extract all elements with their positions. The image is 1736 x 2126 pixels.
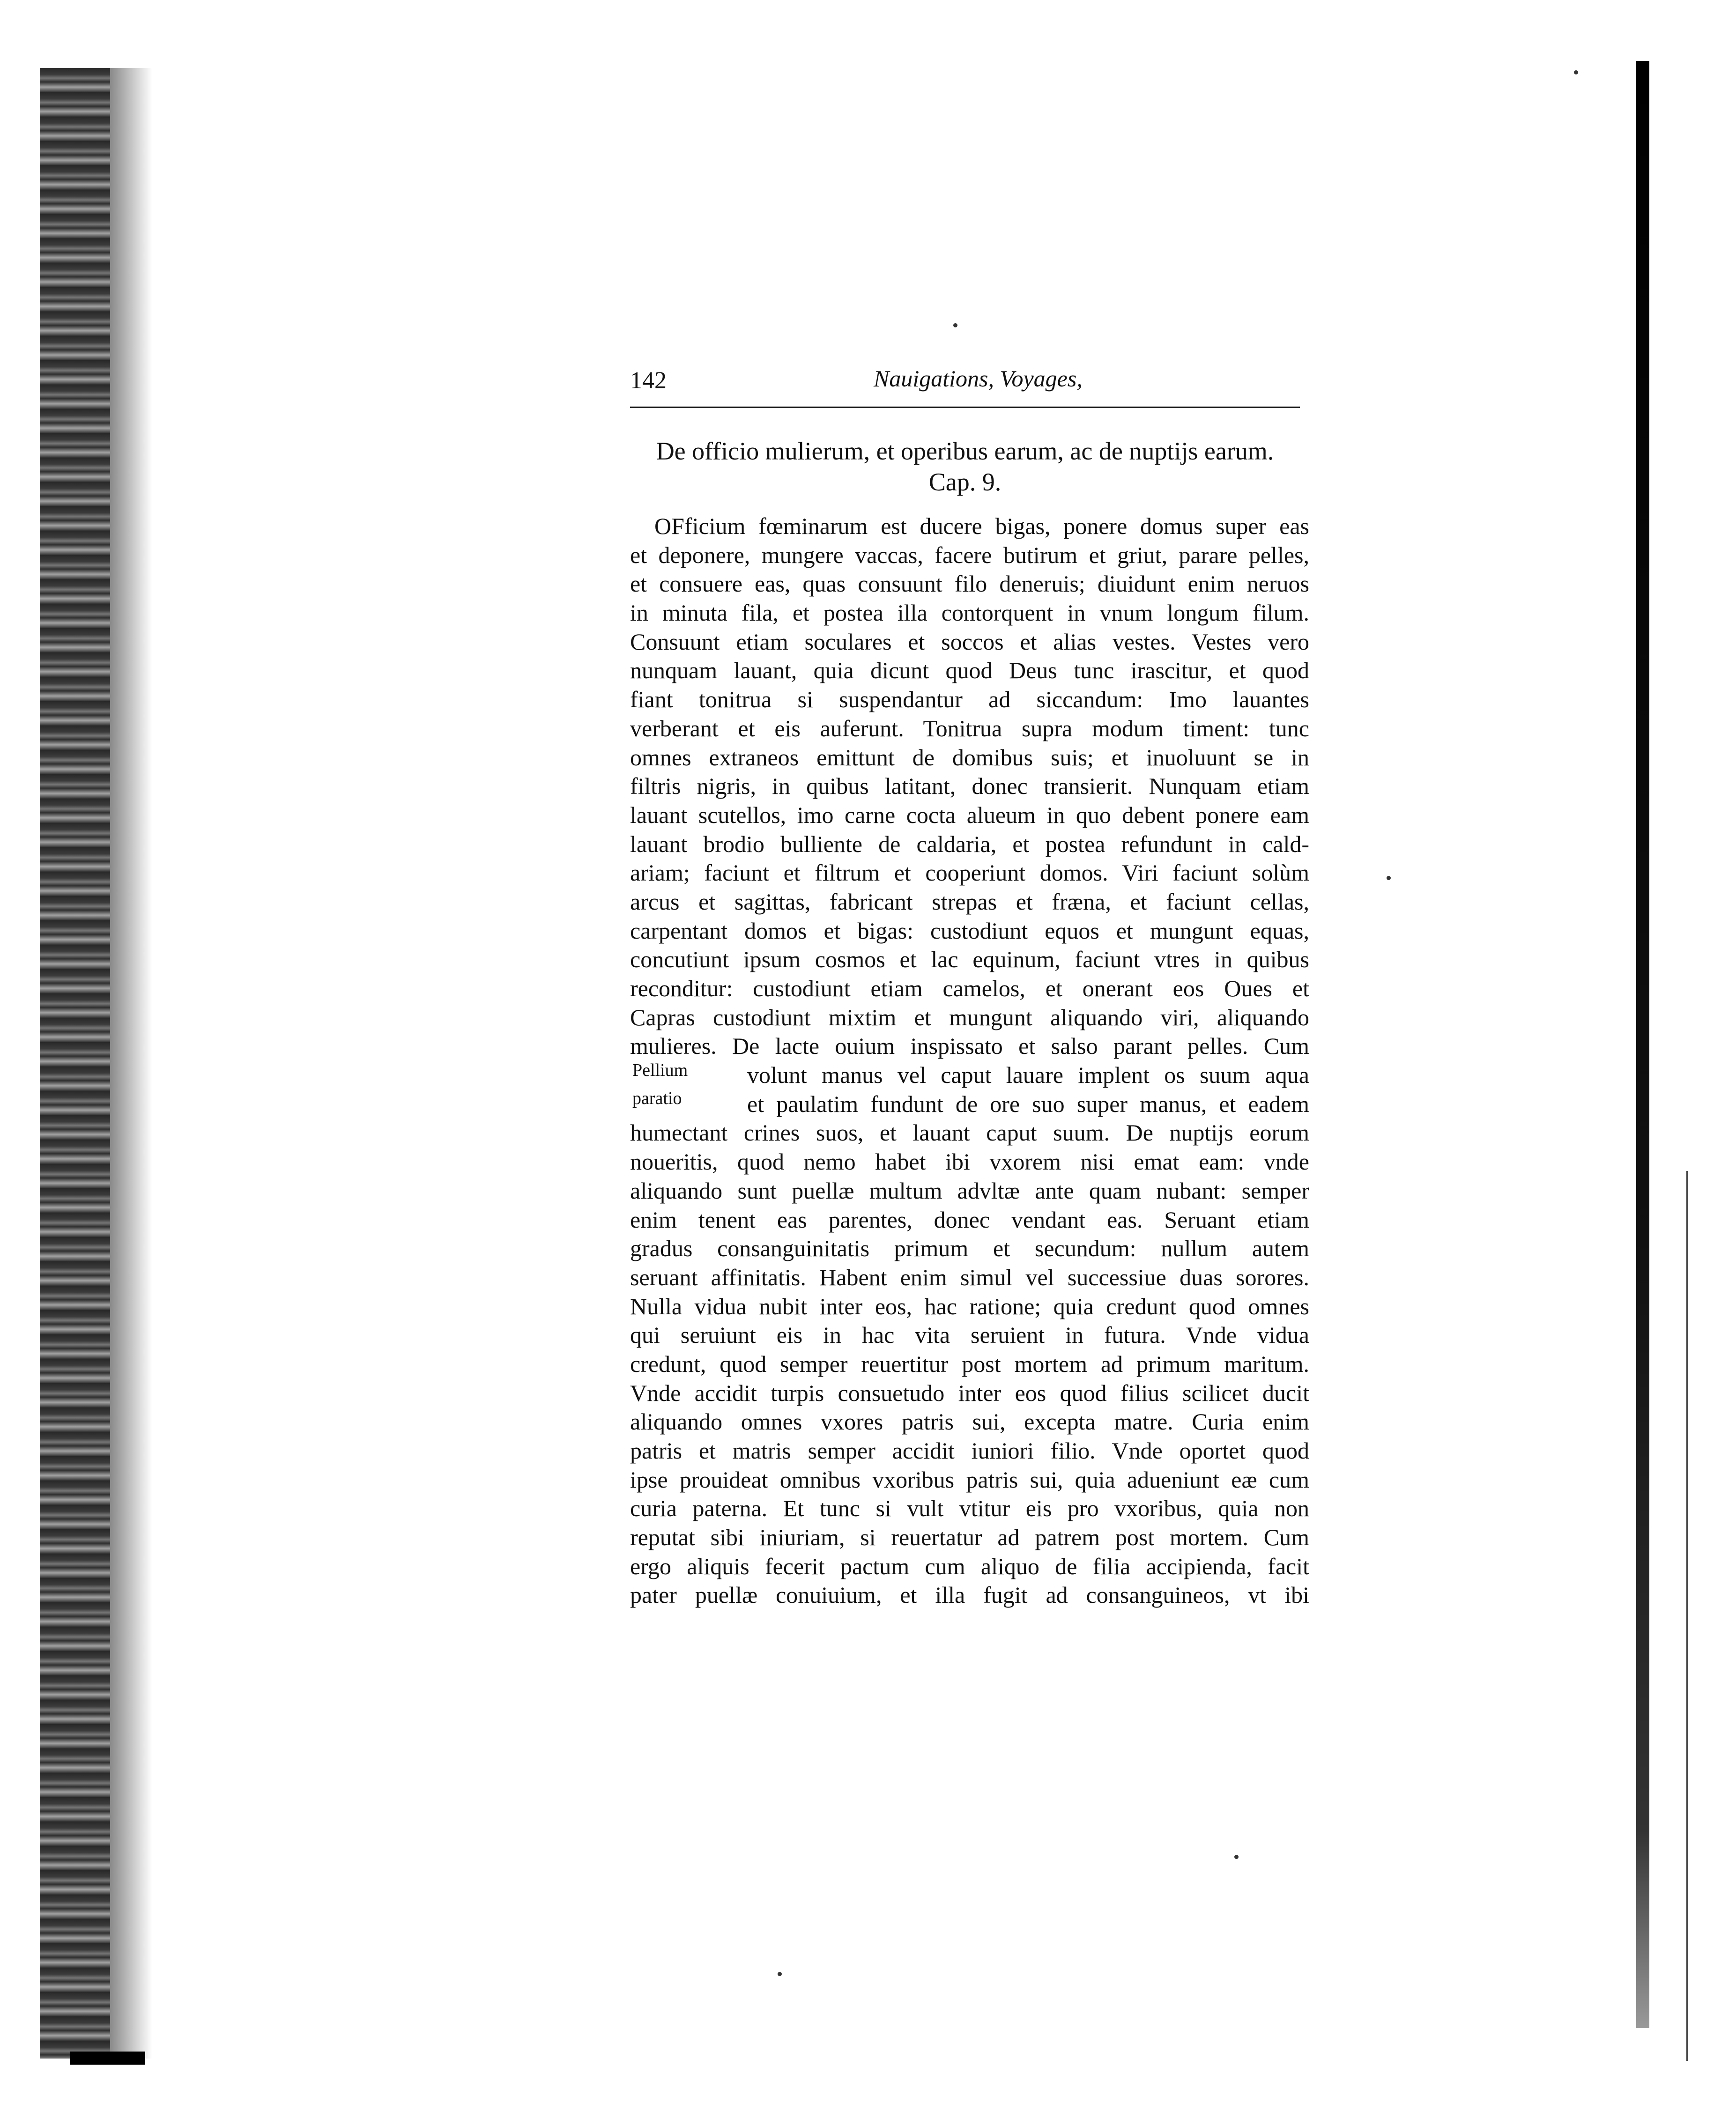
text-line: OFficium fœminarum est ducere bigas, ponere domus super eas <box>654 513 1309 539</box>
text-line: credunt, quod semper reuertitur post mortem ad primum maritum. <box>630 1350 1309 1377</box>
scan-edge-left-shadow <box>110 68 152 2059</box>
text-line: concutiunt ipsum cosmos et lac equinum, faciunt vtres in quibus <box>630 946 1309 973</box>
text-line: Consuunt etiam soculares et soccos et alias vestes. Vestes vero <box>630 628 1309 655</box>
text-line: qui seruiunt eis in hac vita seruient in futura. Vnde vidua <box>630 1322 1309 1348</box>
scan-edge-right <box>1636 61 1649 2028</box>
scan-edge-right-line <box>1686 1171 1688 2061</box>
chapter-number: Cap. 9. <box>928 468 1002 496</box>
scan-edge-bar <box>70 2052 145 2065</box>
text-line: mulieres. De lacte ouium inspissato et salso parant pelles. Cum <box>630 1033 1309 1059</box>
margin-note-line: Pellium <box>632 1060 688 1080</box>
body-text <box>630 512 1309 1610</box>
text-line: Nulla vidua nubit inter eos, hac ratione; quia credunt quod omnes <box>630 1293 1309 1319</box>
page-number: 142 <box>630 367 667 394</box>
text-line: verberant et eis auferunt. Tonitrua supra modum timent: tunc <box>630 715 1309 741</box>
chapter-title: De officio mulierum, et operibus earum, ac de nuptijs earum. <box>656 437 1274 465</box>
text-line: lauant brodio bulliente de caldaria, et postea refundunt in cald- <box>630 830 1309 857</box>
text-line: arcus et sagittas, fabricant strepas et fræna, et faciunt cellas, <box>630 888 1309 915</box>
speck <box>1234 1855 1239 1859</box>
running-head <box>630 363 1300 400</box>
text-line: Vnde accidit turpis consuetudo inter eos quod filius scilicet ducit <box>630 1379 1309 1406</box>
speck <box>953 323 957 327</box>
text-line: aliquando omnes vxores patris sui, excepta matre. Curia enim <box>630 1408 1309 1435</box>
text-line: omnes extraneos emittunt de domibus suis; et inuoluunt se in <box>630 744 1309 770</box>
speck <box>778 1972 782 1976</box>
text-line: humectant crines suos, et lauant caput suum. De nuptijs eorum <box>630 1119 1309 1146</box>
text-line: fiant tonitrua si suspendantur ad siccandum: Imo lauantes <box>630 686 1309 713</box>
text-line: filtris nigris, in quibus latitant, donec transierit. Nunquam etiam <box>630 773 1309 800</box>
text-line: reconditur: custodiunt etiam camelos, et onerant eos Oues et <box>630 975 1309 1001</box>
text-line: ergo aliquis fecerit pactum cum aliquo de filia accipienda, facit <box>630 1553 1309 1579</box>
chapter-heading <box>630 436 1300 497</box>
speck <box>1387 876 1391 880</box>
speck <box>1574 70 1578 74</box>
text-line: in minuta fila, et postea illa contorquent in vnum longum filum. <box>630 600 1309 626</box>
text-line: patris et matris semper accidit iuniori filio. Vnde oportet quod <box>630 1437 1309 1464</box>
text-line: carpentant domos et bigas: custodiunt equos et mungunt equas, <box>630 917 1309 944</box>
text-line: Capras custodiunt mixtim et mungunt aliquando viri, aliquando <box>630 1004 1309 1030</box>
text-line: curia paterna. Et tunc si vult vtitur eis pro vxoribus, quia non <box>630 1495 1309 1522</box>
text-line: seruant affinitatis. Habent enim simul vel successiue duas sorores. <box>630 1264 1309 1290</box>
header-rule <box>630 407 1300 408</box>
text-line: aliquando sunt puellæ multum advltæ ante quam nubant: semper <box>630 1177 1309 1204</box>
text-line: gradus consanguinitatis primum et secundum: nullum autem <box>630 1235 1309 1262</box>
text-line: ipse prouideat omnibus vxoribus patris sui, quia adueniunt eæ cum <box>630 1466 1309 1493</box>
text-line: lauant scutellos, imo carne cocta alueum in quo debent ponere eam <box>630 801 1309 828</box>
text-line: et paulatim fundunt de ore suo super manus, et eadem <box>747 1090 1309 1117</box>
text-line: volunt manus vel caput lauare implent os suum aqua <box>747 1062 1309 1089</box>
text-line: et consuere eas, quas consuunt filo deneruis; diuidunt enim neruos <box>630 570 1309 597</box>
text-line: et deponere, mungere vaccas, facere butirum et griut, parare pelles, <box>630 541 1309 568</box>
scan-edge-left <box>40 68 110 2059</box>
text-line: enim tenent eas parentes, donec vendant eas. Seruant etiam <box>630 1206 1309 1233</box>
margin-note-line: paratio <box>632 1089 682 1108</box>
running-title: Nauigations, Voyages, <box>874 365 1083 392</box>
text-line: nunquam lauant, quia dicunt quod Deus tunc irascitur, et quod <box>630 657 1309 684</box>
text-line: pater puellæ conuiuium, et illa fugit ad consanguineos, vt ibi <box>630 1582 1309 1608</box>
text-line: ariam; faciunt et filtrum et cooperiunt domos. Viri faciunt solùm <box>630 859 1309 886</box>
text-line: noueritis, quod nemo habet ibi vxorem nisi emat eam: vnde <box>630 1148 1309 1175</box>
text-line: reputat sibi iniuriam, si reuertatur ad patrem post mortem. Cum <box>630 1524 1309 1551</box>
